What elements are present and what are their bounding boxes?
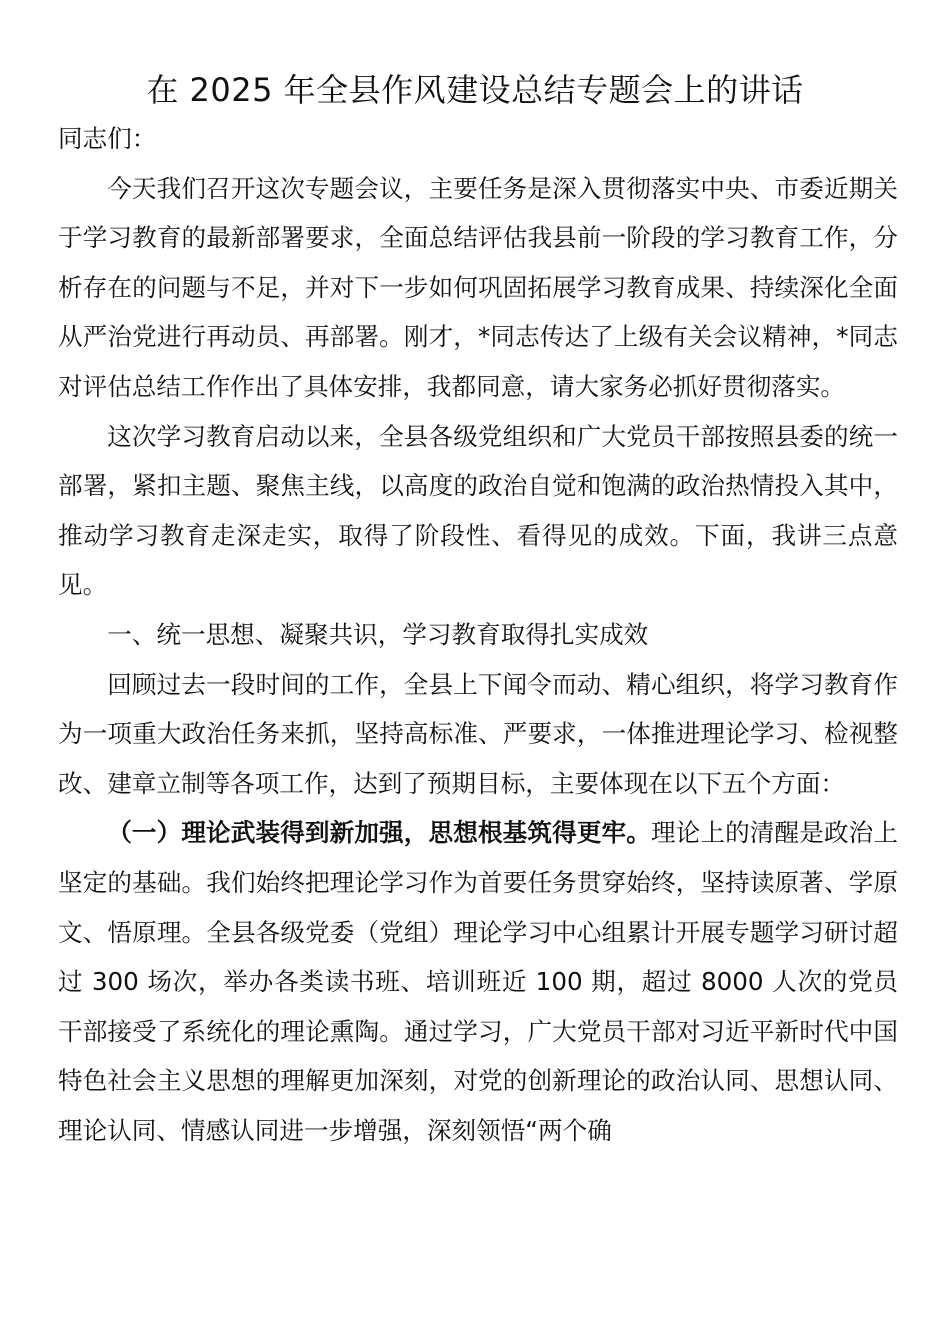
- subsection-heading-1: （一）理论武装得到新加强，思想根基筑得更牢。: [107, 818, 651, 848]
- paragraph-summary: 这次学习教育启动以来，全县各级党组织和广大党员干部按照县委的统一部署，紧扣主题、聚焦主线，以高度的政治自觉和饱满的政治热情投入其中，推动学习教育走深走实，取得了阶段性、看得见的成效。下面，我讲三点意见。: [58, 421, 898, 600]
- salutation: 同志们：: [58, 124, 157, 153]
- paragraph-opening: 今天我们召开这次专题会议，主要任务是深入贯彻落实中央、市委近期关于学习教育的最新部署要求，全面总结评估我县前一阶段的学习教育工作，分析存在的问题与不足，并对下一步如何巩固拓展学习教育成果、持续深化全面从严治党进行再动员、再部署。刚才，*同志传达了上级有关会议精神，*同志对评估总结工作作出了具体安排，我都同意，请大家务必抓好贯彻落实。: [58, 173, 898, 401]
- subsection-paragraph-1: [58, 808, 898, 1155]
- subsection-text-1: 理论上的清醒是政治上坚定的基础。我们始终把理论学习作为首要任务贯穿始终，坚持读原著、学原文、悟原理。全县各级党委（党组）理论学习中心组累计开展专题学习研讨超过 300 场次，举办各类读书班、培训班近 100 期，超过 8000 人次的党员干部接受了系统化的理论熏陶。通过学习，广大党员干部对习近平新时代中国特色社会主义思想的理解更加深刻，对党的创新理论的政治认同、思想认同、理论认同、情感认同进一步增强，深刻领悟“两个确: [58, 818, 898, 1145]
- document-body: [58, 114, 898, 1155]
- section-heading-1: 一、统一思想、凝聚共识，学习教育取得扎实成效: [107, 619, 649, 649]
- section-intro-1: 回顾过去一段时间的工作，全县上下闻令而动、精心组织，将学习教育作为一项重大政治任务来抓，坚持高标准、严要求，一体推进理论学习、检视整改、建章立制等各项工作，达到了预期目标，主要体现在以下五个方面：: [58, 669, 898, 798]
- document-title: 在 2025 年全县作风建设总结专题会上的讲话: [146, 71, 804, 109]
